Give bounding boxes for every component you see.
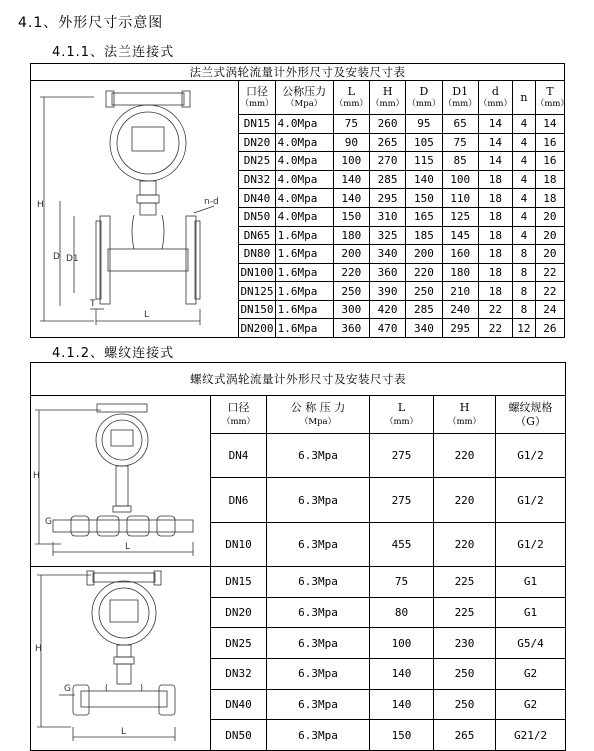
table-cell: 1.6Mpa (275, 300, 333, 319)
dim-label-g: G (45, 517, 52, 527)
table-cell: 4 (513, 226, 536, 245)
table-cell: 220 (434, 478, 496, 522)
table-cell: 100 (442, 170, 478, 189)
table-cell: 14 (478, 133, 512, 152)
table-cell: 18 (535, 189, 564, 208)
table-cell: 455 (370, 522, 434, 566)
table-cell: 1.6Mpa (275, 263, 333, 282)
table-cell: G21/2 (496, 720, 566, 751)
flange-table-header (31, 81, 565, 115)
table-cell: 240 (442, 300, 478, 319)
table-cell: 420 (369, 300, 405, 319)
table-cell: 275 (370, 434, 434, 478)
thread-drawing-large-cell (31, 567, 211, 751)
table-cell: 4.0Mpa (275, 170, 333, 189)
table-cell: 150 (333, 207, 369, 226)
table-cell: 210 (442, 282, 478, 301)
table-cell: DN80 (239, 245, 275, 264)
table-cell: 310 (369, 207, 405, 226)
table-cell: 4 (513, 170, 536, 189)
table-cell: 250 (434, 689, 496, 720)
flange-dimension-table (30, 63, 569, 338)
dim-label-h: H (35, 644, 42, 654)
header-cell: 口径 （mm） (211, 396, 267, 434)
table-cell: 1.6Mpa (275, 245, 333, 264)
table-cell: 20 (535, 245, 564, 264)
dim-label-t: T (90, 299, 96, 309)
header-cell: H （mm） (434, 396, 496, 434)
table-cell: 295 (369, 189, 405, 208)
table-cell: 265 (369, 133, 405, 152)
table-cell: 18 (478, 170, 512, 189)
table-cell: 4.0Mpa (275, 207, 333, 226)
table-cell: 24 (535, 300, 564, 319)
table-cell: 75 (370, 567, 434, 598)
table-cell: DN25 (239, 152, 275, 171)
flange-heading: 4.1.1、法兰连接式 (52, 45, 175, 60)
flange-table-caption: 法兰式涡轮流量计外形尺寸及安装尺寸表 (31, 64, 565, 81)
table-cell: 8 (513, 300, 536, 319)
header-cell: 公 称 压 力 （Mpa） (267, 396, 370, 434)
table-cell: G1/2 (496, 434, 566, 478)
table-cell: 220 (434, 522, 496, 566)
thread-table-caption: 螺纹式涡轮流量计外形尺寸及安装尺寸表 (31, 363, 566, 396)
table-cell: G2 (496, 658, 566, 689)
dim-label-l: L (121, 727, 127, 737)
header-cell: L （mm） (370, 396, 434, 434)
table-cell: DN65 (239, 226, 275, 245)
table-cell: DN20 (239, 133, 275, 152)
table-cell: 4.0Mpa (275, 115, 333, 134)
table-cell: 270 (369, 152, 405, 171)
table-cell: 110 (442, 189, 478, 208)
table-cell: 140 (333, 189, 369, 208)
table-cell: 6.3Mpa (267, 567, 370, 598)
header-cell: T （mm） (535, 81, 564, 115)
table-cell: 4 (513, 189, 536, 208)
table-cell: 14 (478, 152, 512, 171)
table-cell: 80 (370, 597, 434, 628)
thread-meter-drawing-large (31, 567, 211, 747)
table-cell: DN10 (211, 522, 267, 566)
table-cell: 26 (535, 319, 564, 338)
table-cell: DN15 (211, 567, 267, 598)
table-cell: DN32 (239, 170, 275, 189)
table-cell: G1 (496, 597, 566, 628)
table-cell: 6.3Mpa (267, 597, 370, 628)
table-cell: 22 (478, 319, 512, 338)
table-cell: 340 (369, 245, 405, 264)
table-cell: 20 (535, 226, 564, 245)
flange-drawing-cell (31, 81, 239, 338)
table-cell: 470 (369, 319, 405, 338)
header-cell: 公称压力 （Mpa） (275, 81, 333, 115)
table-cell: 6.3Mpa (267, 720, 370, 751)
dim-label-h: H (33, 471, 40, 481)
header-cell: L （mm） (333, 81, 369, 115)
table-cell: G1 (496, 567, 566, 598)
table-cell: 285 (406, 300, 442, 319)
table-cell: DN20 (211, 597, 267, 628)
table-cell: 18 (478, 207, 512, 226)
table-cell: 18 (535, 170, 564, 189)
dim-label-l: L (144, 310, 150, 320)
table-cell: DN125 (239, 282, 275, 301)
header-cell: H （mm） (369, 81, 405, 115)
header-cell: D1 （mm） (442, 81, 478, 115)
table-cell: 14 (478, 115, 512, 134)
table-cell: 18 (478, 282, 512, 301)
table-cell: 6.3Mpa (267, 522, 370, 566)
table-cell: 250 (333, 282, 369, 301)
header-cell: n (513, 81, 536, 115)
table-cell: 1.6Mpa (275, 282, 333, 301)
table-cell: 180 (442, 263, 478, 282)
dim-label-g: G (64, 684, 71, 694)
table-cell: 4.0Mpa (275, 189, 333, 208)
table-cell: 75 (442, 133, 478, 152)
table-cell: 1.6Mpa (275, 319, 333, 338)
table-cell: DN15 (239, 115, 275, 134)
dim-label-nd: n-d (204, 197, 219, 207)
dim-label-d: D (53, 252, 61, 262)
table-cell: 75 (333, 115, 369, 134)
section-heading: 4.1、外形尺寸示意图 (18, 15, 164, 31)
table-cell: 150 (406, 189, 442, 208)
table-cell: 6.3Mpa (267, 628, 370, 659)
table-cell: 85 (442, 152, 478, 171)
dim-label-d1: D1 (66, 254, 79, 264)
table-cell: 285 (369, 170, 405, 189)
table-cell: 6.3Mpa (267, 478, 370, 522)
table-cell: 260 (369, 115, 405, 134)
table-cell: 250 (406, 282, 442, 301)
table-cell: 22 (535, 263, 564, 282)
thread-heading: 4.1.2、螺纹连接式 (52, 346, 175, 361)
table-cell: 140 (333, 170, 369, 189)
table-cell: 180 (333, 226, 369, 245)
table-cell: 150 (370, 720, 434, 751)
table-cell: 225 (434, 597, 496, 628)
table-cell: 105 (406, 133, 442, 152)
header-cell: 螺纹规格（G） (496, 396, 566, 434)
thread-table-header (31, 396, 566, 434)
thread-dimension-table (30, 362, 566, 751)
table-cell: 250 (434, 658, 496, 689)
table-cell: 6.3Mpa (267, 658, 370, 689)
table-cell: DN50 (211, 720, 267, 751)
table-cell: 165 (406, 207, 442, 226)
table-cell: 360 (369, 263, 405, 282)
table-cell: 145 (442, 226, 478, 245)
table-cell: 65 (442, 115, 478, 134)
table-cell: 4 (513, 133, 536, 152)
table-cell: 16 (535, 152, 564, 171)
table-cell: 160 (442, 245, 478, 264)
table-cell: 22 (535, 282, 564, 301)
flange-meter-drawing (34, 81, 235, 334)
table-cell: DN200 (239, 319, 275, 338)
table-cell: 16 (535, 133, 564, 152)
table-cell: 360 (333, 319, 369, 338)
table-cell: 4.0Mpa (275, 133, 333, 152)
table-cell: DN40 (211, 689, 267, 720)
table-cell: 14 (535, 115, 564, 134)
table-cell: 4 (513, 207, 536, 226)
table-cell: 100 (333, 152, 369, 171)
table-cell: 18 (478, 263, 512, 282)
dim-label-h: H (37, 200, 44, 210)
table-cell: DN100 (239, 263, 275, 282)
table-cell: 100 (370, 628, 434, 659)
table-cell: 12 (513, 319, 536, 338)
table-cell: 390 (369, 282, 405, 301)
thread-drawing-small-cell (31, 396, 211, 567)
table-cell: 300 (333, 300, 369, 319)
table-cell: 140 (370, 658, 434, 689)
table-cell: 340 (406, 319, 442, 338)
table-cell: 90 (333, 133, 369, 152)
header-cell: 口径 （mm） (239, 81, 275, 115)
table-cell: 6.3Mpa (267, 434, 370, 478)
table-cell: 8 (513, 282, 536, 301)
table-cell: 220 (406, 263, 442, 282)
table-cell: 140 (406, 170, 442, 189)
table-cell: 95 (406, 115, 442, 134)
table-cell: 295 (442, 319, 478, 338)
header-cell: d （mm） (478, 81, 512, 115)
table-cell: 8 (513, 263, 536, 282)
table-cell: DN32 (211, 658, 267, 689)
table-cell: DN40 (239, 189, 275, 208)
table-cell: G1/2 (496, 478, 566, 522)
table-cell: 275 (370, 478, 434, 522)
table-cell: DN4 (211, 434, 267, 478)
table-cell: 325 (369, 226, 405, 245)
table-row (31, 567, 566, 598)
table-cell: 22 (478, 300, 512, 319)
table-cell: 4 (513, 115, 536, 134)
table-cell: DN150 (239, 300, 275, 319)
dim-label-l: L (125, 542, 131, 552)
table-cell: G5/4 (496, 628, 566, 659)
table-cell: 6.3Mpa (267, 689, 370, 720)
table-cell: 4 (513, 152, 536, 171)
table-cell: 18 (478, 245, 512, 264)
table-cell: 18 (478, 226, 512, 245)
table-cell: 265 (434, 720, 496, 751)
table-cell: 185 (406, 226, 442, 245)
table-cell: 125 (442, 207, 478, 226)
table-cell: DN50 (239, 207, 275, 226)
table-cell: 220 (434, 434, 496, 478)
table-cell: 230 (434, 628, 496, 659)
table-cell: 8 (513, 245, 536, 264)
table-cell: 4.0Mpa (275, 152, 333, 171)
thread-meter-drawing-small (31, 396, 211, 562)
header-cell: D （mm） (406, 81, 442, 115)
table-cell: 1.6Mpa (275, 226, 333, 245)
table-cell: 200 (333, 245, 369, 264)
table-cell: DN25 (211, 628, 267, 659)
table-cell: 115 (406, 152, 442, 171)
table-cell: 140 (370, 689, 434, 720)
table-cell: 20 (535, 207, 564, 226)
table-cell: 200 (406, 245, 442, 264)
table-cell: DN6 (211, 478, 267, 522)
table-cell: 225 (434, 567, 496, 598)
table-cell: G2 (496, 689, 566, 720)
table-cell: 18 (478, 189, 512, 208)
table-cell: 220 (333, 263, 369, 282)
table-cell: G1/2 (496, 522, 566, 566)
